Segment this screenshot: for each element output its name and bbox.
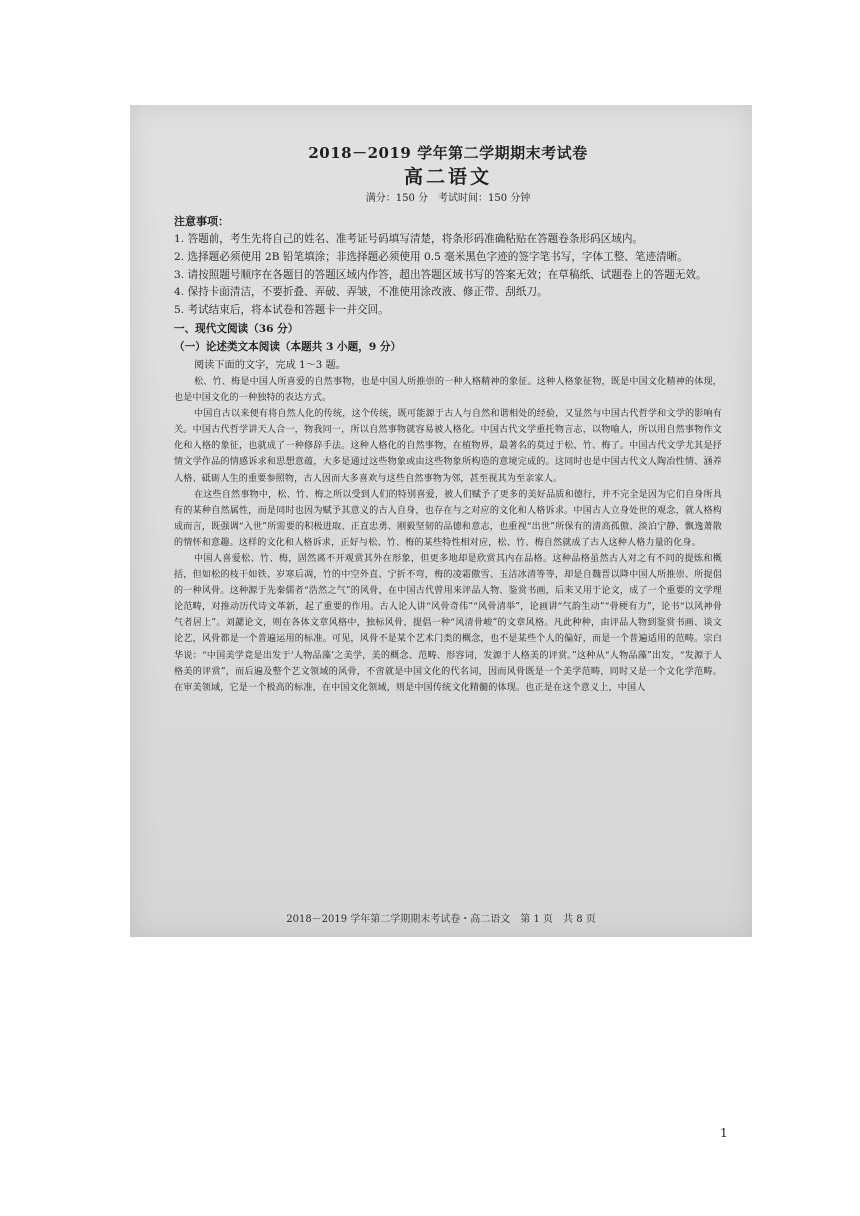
passage-paragraph-2: 中国自古以来便有将自然人化的传统，这个传统，既可能源于古人与自然和谐相处的经验，又显然与中国古代哲学和文学的影响有关。中国古代哲学讲天人合一，物我同一，所以自然事物就容易被人格化。中国古代文学重托物言志，以物喻人，所以用自然事物作文化和人格的象征，也就成了一种修辞手法。这种人格化的自然事物，在植物界，最著名的莫过于松、竹、梅了。中国古代文学尤其是抒情文学作品的情感诉求和思想意蕴，大多是通过这些物象或由这些物象所构造的意境完成的。这同时也是中国古代文人陶冶性情、涵养人格、砥砺人生的重要参照物，古人因而大多喜欢与这些自然事物为邻，甚至视其为至亲家人。 xyxy=(174,409,722,484)
passage-paragraph-4: 中国人喜爱松、竹、梅，固然离不开观赏其外在形象，但更多地却是欣赏其内在品格。这种品格虽然古人对之有不同的提炼和概括，但如松的枝干如铁、岁寒后凋，竹的中空外直、宁折不弯，梅的凌霜傲雪、玉洁冰清等等，却是自魏晋以降中国人所推崇、所提倡的一种风骨。这种源于先秦儒者“浩然之气”的风骨，在中国古代曾用来评品人物、鉴赏书画，后来又用于论文，成了一个重要的文学理论范畴，对推动历代诗文革新，起了重要的作用。古人论人讲“风骨奇伟”“风骨清举”，论画讲“气韵生动”“骨梗有力”，论书“以风神骨气者居上”。刘勰论文，则在各体文章风格中，独标风骨，提倡一种“风清骨峻”的文章风格。凡此种种，由评品人物到鉴赏书画、谈文论艺，风骨都是一个普遍运用的标准。可见，风骨不是某个艺术门类的概念，也不是某些个人的偏好，而是一个普遍适用的范畴。宗白华说：“中国美学竟是出发于‘人物品藻’之美学，美的概念、范畴、形容词，发源于人格美的评赏。”这种从“人物品藻”出发，“发源于人格美的评赏”，而后遍及整个艺文领域的风骨，不啻就是中国文化的代名词，因而风骨既是一个美学范畴，同时又是一个文化学范畴。在审美领域，它是一个极高的标准，在中国文化领域，则是中国传统文化精髓的体现。也正是在这个意义上，中国人 xyxy=(174,554,722,693)
notice-item-3: 3. 请按照题号顺序在各题目的答题区域内作答，超出答题区域书写的答案无效；在草稿纸、试题卷上的答题无效。 xyxy=(174,268,707,281)
exam-page-footer: 2018－2019 学年第二学期期末考试卷・高二语文 第 1 页 共 8 页 xyxy=(286,914,596,925)
notice-item-5: 5. 考试结束后，将本试卷和答题卡一并交回。 xyxy=(174,304,389,317)
reading-instruction: 阅读下面的文字，完成 1～3 题。 xyxy=(194,359,346,371)
section-heading: 一、现代文阅读（36 分） xyxy=(174,322,299,335)
notice-item-1: 1. 答题前，考生先将自己的姓名、准考证号码填写清楚，将条形码准确粘贴在答题卷条形码区域内。 xyxy=(174,233,644,245)
exam-content xyxy=(174,143,722,696)
exam-subtitle: 高二语文 xyxy=(403,166,492,188)
passage-paragraph-1: 松、竹、梅是中国人所喜爱的自然事物，也是中国人所推崇的一种人格精神的象征。这种人格象征物，既是中国文化精神的体现，也是中国文化的一种独特的表达方式。 xyxy=(174,376,722,404)
notice-item-2: 2. 选择题必须使用 2B 铅笔填涂；非选择题必须使用 0.5 毫米黑色字迹的签字笔书写，字体工整、笔迹清晰。 xyxy=(174,250,688,263)
scanned-exam-photo xyxy=(130,105,752,937)
passage-paragraph-3: 在这些自然事物中，松、竹、梅之所以受到人们的特别喜爱，被人们赋予了更多的美好品质和德行，并不完全是因为它们自身所具有的某种自然属性，而是同时也因为赋予其意义的古人自身，也存在与之对应的文化和人格诉求。中国古人立身处世的观念，就人格构成而言，既强调“入世”所需要的积极进取、正直忠勇、刚毅坚韧的品德和意志，也重视“出世”所保有的清高孤傲、淡泊宁静、飘逸萧散的情怀和意趣。这样的文化和人格诉求，正好与松、竹、梅的某些特性相对应，松、竹、梅自然就成了古人这种人格力量的化身。 xyxy=(174,489,722,548)
subsection-heading: （一）论述类文本阅读（本题共 3 小题，9 分） xyxy=(174,341,402,354)
document-page-number: 1 xyxy=(720,1126,728,1140)
notice-item-4: 4. 保持卡面清洁，不要折叠、弄破、弄皱，不准使用涂改液、修正带、刮纸刀。 xyxy=(174,286,548,299)
score-time-line: 满分：150 分 考试时间：150 分钟 xyxy=(365,193,531,204)
exam-title: 2018－2019 学年第二学期期末考试卷 xyxy=(308,144,588,162)
notice-heading: 注意事项： xyxy=(174,215,229,228)
